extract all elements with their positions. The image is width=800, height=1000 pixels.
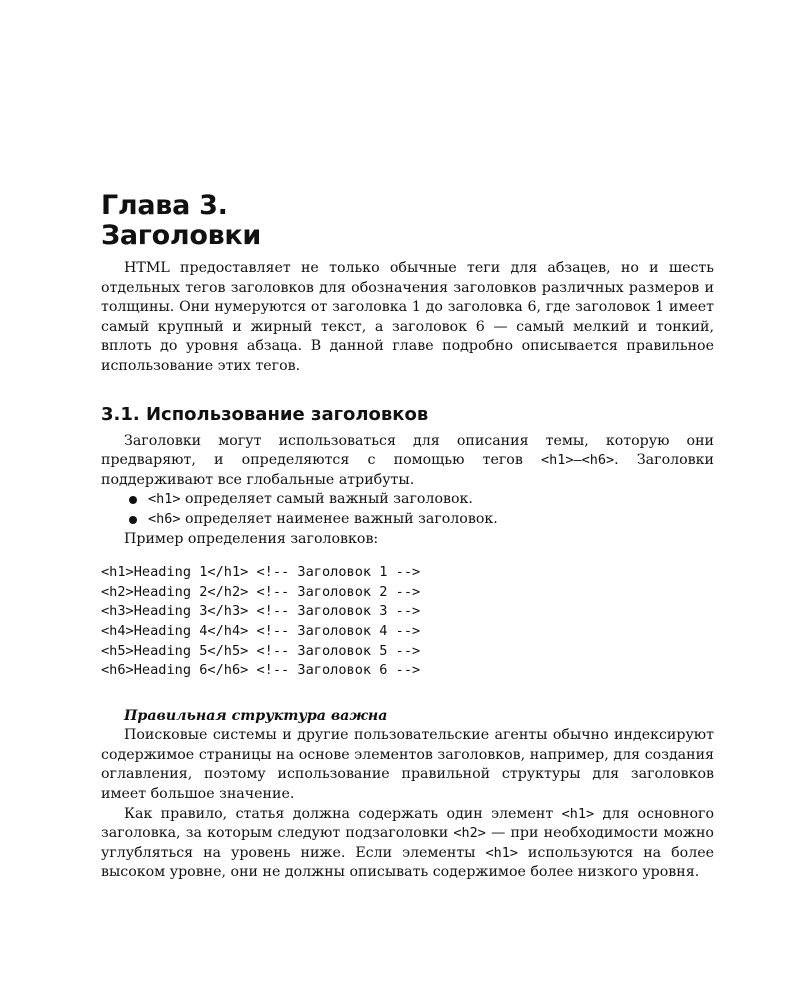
inline-code: <h1> [485,844,518,861]
code-block [101,563,714,681]
inline-code: <h1> [148,491,181,508]
inline-code-h1-h6: <h1>–<h6> [541,452,615,469]
chapter-title [101,191,714,251]
code-line: <h4>Heading 4</h4> <!-- Заголовок 4 --> [101,622,421,639]
code-line: <h1>Heading 1</h1> <!-- Заголовок 1 --> [101,564,421,581]
document-page [101,191,714,883]
section-paragraph [101,432,714,491]
list-item [124,490,714,510]
chapter-title-name: Заголовки [101,220,262,251]
bullet-list [101,490,714,529]
bullet-dot-icon [129,496,137,504]
paragraph-text: для основного заголовка, за которым следуют подзаголовки [101,805,714,842]
inline-code: <h1> [561,805,595,822]
bullet-dot-icon [129,516,137,524]
structure-paragraph-1: Поисковые системы и другие пользовательские агенты обычно индексируют содержимое страницы на основе элементов заголовков, например, для создания оглавления, поэтому использование правильной структуры для заголовков имеет большое значение. [101,727,714,803]
list-item [124,510,714,530]
code-line: <h5>Heading 5</h5> <!-- Заголовок 5 --> [101,642,421,659]
code-line: <h3>Heading 3</h3> <!-- Заголовок 3 --> [101,603,421,620]
code-line: <h2>Heading 2</h2> <!-- Заголовок 2 --> [101,583,421,600]
section-title: 3.1. Использование заголовков [101,403,429,425]
chapter-title-number: Глава 3. [101,190,228,221]
paragraph-text: используются на более высоком уровне, они не должны описывать содержимое более низкого уровня. [101,844,714,881]
section-paragraph-text-end: . Заголовки поддерживают все глобальные атрибуты. [101,452,714,488]
code-line: <h6>Heading 6</h6> <!-- Заголовок 6 --> [101,662,421,679]
inline-code: <h2> [453,825,486,842]
paragraph-text: Как правило, статья должна содержать один элемент [124,805,562,822]
section-paragraph-text-start: Заголовки могут использоваться для описания темы, которую они предваряют, и определяются с помощью тегов [101,432,714,469]
structure-paragraph-2 [101,805,714,883]
chapter-intro-paragraph: HTML предоставляет не только обычные теги для абзацев, но и шесть отдельных тегов заголовков для обозначения заголовков различных размеров и толщины. Они нумеруются от заголовка 1 до заголовка 6, где заголовок 1 имеет самый крупный и жирный текст, а заголовок 6 — самый мелкий и тонкий, вплоть до уровня абзаца. В данной главе подробно описывается правильное использование этих тегов. [101,260,714,374]
example-intro: Пример определения заголовков: [124,530,379,547]
paragraph-text: — при необходимости можно углубляться на уровень ниже. Если элементы [101,825,714,861]
structure-subheading: Правильная структура важна [124,707,388,724]
list-item-text: определяет самый важный заголовок. [180,491,473,508]
inline-code: <h6> [148,510,181,527]
list-item-text: определяет наименее важный заголовок. [180,510,498,527]
